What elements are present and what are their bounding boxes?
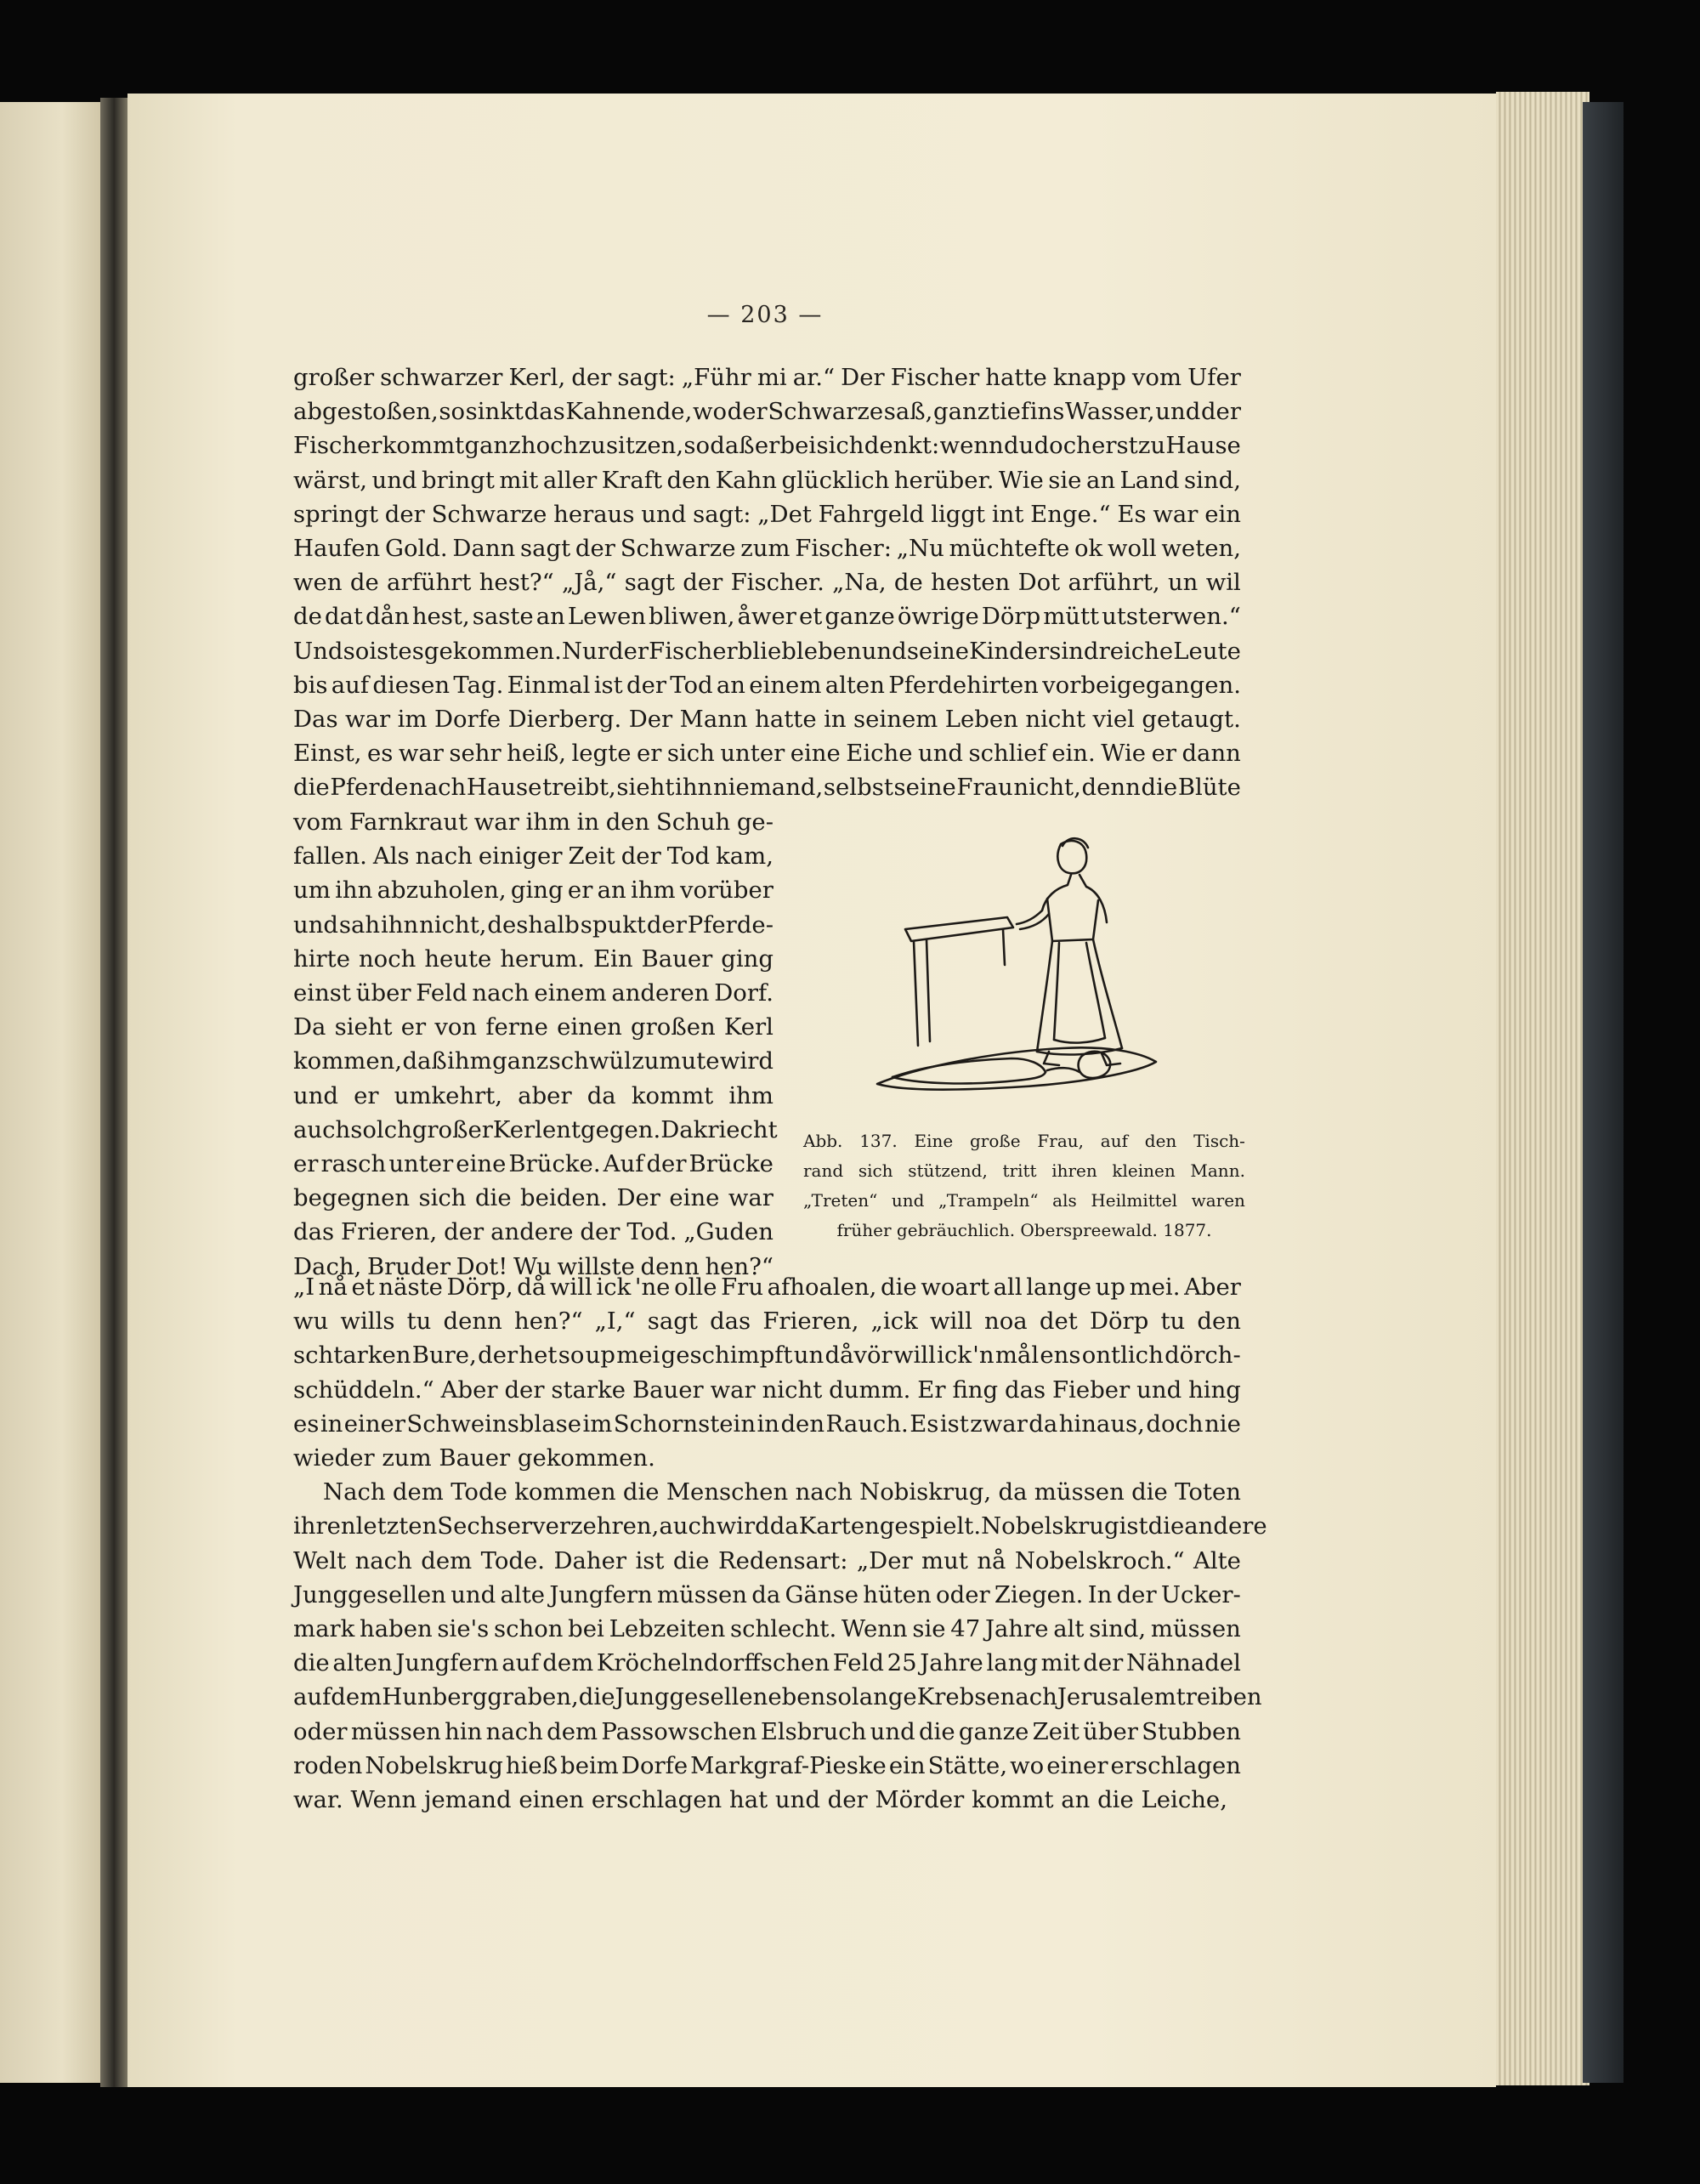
text-line: wieder zum Bauer gekommen.: [293, 1444, 655, 1472]
text-line: die Pferde nach Hause treibt, sieht ihn niemand, selbst seine Frau nicht, denn die Blüte: [293, 774, 1241, 802]
book-gutter: [100, 98, 131, 2087]
text-line: um ihn abzuholen, ging er an ihm vorüber: [293, 876, 774, 905]
text-line: begegnen sich die beiden. Der eine war: [293, 1184, 774, 1212]
text-line: Junggesellen und alte Jungfern müssen da Gänse hüten oder Ziegen. In der Ucker-: [293, 1580, 1241, 1608]
text-line: bis auf diesen Tag. Einmal ist der Tod an einem alten Pferdehirten vorbeigegangen.: [293, 671, 1241, 699]
text-line: springt der Schwarze heraus und sagt: „Det Fahrgeld liggt int Enge.“ Es war ein: [293, 500, 1241, 528]
text-line: hirte noch heute herum. Ein Bauer ging: [293, 945, 774, 973]
page-edges: [1496, 92, 1590, 2085]
text-line: „I nå et näste Dörp, då will ick 'ne olle Fru afhoalen, die woart all lange up mei. Aber: [293, 1274, 1241, 1301]
text-line: schtarken Bure, der het so up mei geschimpft un dåvör will ick 'n mål ens ontlich dörch-: [293, 1342, 1241, 1370]
illustration-figure-137: [867, 829, 1173, 1114]
caption-line: „Treten“ und „Trampeln“ als Heilmittel waren: [803, 1190, 1245, 1211]
text-line: das Frieren, der andere der Tod. „Guden: [293, 1218, 774, 1246]
caption-line: früher gebräuchlich. Oberspreewald. 1877.: [836, 1220, 1212, 1240]
text-line: auch solch großer Kerl entgegen. Da kriecht: [293, 1115, 778, 1143]
text-line: wärst, und bringt mit aller Kraft den Kahn glücklich herüber. Wie sie an Land sind,: [293, 466, 1241, 494]
text-line: die alten Jungfern auf dem Kröchelndorffschen Feld 25 Jahre lang mit der Nähnadel: [293, 1649, 1241, 1677]
text-line: und sah ihn nicht, deshalb spukt der Pferde-: [293, 910, 774, 939]
text-line: de dat dån hest, saste an Lewen bliwen, åwer et ganze öwrige Dörp mütt utsterwen.“: [293, 603, 1241, 631]
text-line: großer schwarzer Kerl, der sagt: „Führ mi ar.“ Der Fischer hatte knapp vom Ufer: [293, 364, 1241, 391]
caption-line: Abb. 137. Eine große Frau, auf den Tisch-: [803, 1131, 1245, 1151]
page-number: — 203 —: [706, 302, 824, 328]
text-line: kommen, daß ihm ganz schwül zumute wird: [293, 1047, 774, 1075]
text-line: und er umkehrt, aber da kommt ihm: [293, 1081, 774, 1109]
book-cover: [1583, 102, 1624, 2083]
text-line: schüddeln.“ Aber der starke Bauer war nicht dumm. Er fing das Fieber und hing: [293, 1376, 1241, 1404]
text-line: es in einer Schweinsblase im Schornstein in den Rauch. Es ist zwar da hinaus, doch nie: [293, 1410, 1241, 1438]
caption-line: rand sich stützend, tritt ihren kleinen Mann.: [803, 1160, 1245, 1181]
text-line: ihren letzten Sechser verzehren, auch wird da Karten gespielt. Nobelskrug ist die andere: [293, 1512, 1267, 1540]
text-line: Und so ist es gekommen. Nur der Fischer blieb leben und seine Kinder sind reiche Leute: [293, 637, 1241, 665]
text-line: war. Wenn jemand einen erschlagen hat und der Mörder kommt an die Leiche,: [293, 1786, 1227, 1813]
text-line: mark haben sie's schon bei Lebzeiten schlecht. Wenn sie 47 Jahre alt sind, müssen: [293, 1615, 1241, 1642]
text-line: wu wills tu denn hen?“ „I,“ sagt das Frieren, „ick will noa det Dörp tu den: [293, 1308, 1241, 1336]
text-line: Dach, Bruder Dot! Wu willste denn hen?“: [293, 1252, 774, 1280]
text-line: Haufen Gold. Dann sagt der Schwarze zum Fischer: „Nu müchtefte ok woll weten,: [293, 535, 1241, 562]
left-page-edge: [0, 102, 104, 2083]
text-line: Nach dem Tode kommen die Menschen nach Nobiskrug, da müssen die Toten: [323, 1478, 1241, 1506]
text-line: Einst, es war sehr heiß, legte er sich unter eine Eiche und schlief ein. Wie er dann: [293, 740, 1241, 768]
text-line: roden Nobelskrug hieß beim Dorfe Markgraf-Pieske ein Stätte, wo einer erschlagen: [293, 1751, 1241, 1779]
text-line: Welt nach dem Tode. Daher ist die Redensart: „Der mut nå Nobelskroch.“ Alte: [293, 1546, 1241, 1574]
text-line: vom Farnkraut war ihm in den Schuh ge-: [293, 808, 774, 836]
text-line: er rasch unter eine Brücke. Auf der Brücke: [293, 1150, 774, 1177]
text-line: Fischer kommt ganz hoch zu sitzen, so daß er bei sich denkt: wenn du doch erst zu Hause: [293, 432, 1241, 460]
text-line: fallen. Als nach einiger Zeit der Tod kam,: [293, 842, 774, 871]
figure-caption: [803, 1126, 1245, 1245]
text-line: einst über Feld nach einem anderen Dorf.: [293, 979, 774, 1007]
text-line: Da sieht er von ferne einen großen Kerl: [293, 1013, 774, 1041]
text-line: wen de arführt hest?“ „Jå,“ sagt der Fischer. „Na, de hesten Dot arführt, un wil: [293, 569, 1241, 597]
text-line: abgestoßen, so sinkt das Kahnende, wo der Schwarze saß, ganz tief ins Wasser, und der: [293, 398, 1241, 426]
text-line: oder müssen hin nach dem Passowschen Elsbruch und die ganze Zeit über Stubben: [293, 1717, 1241, 1745]
text-line: auf dem Hunberg graben, die Junggesellen ebensolange Krebse nach Jerusalem treiben: [293, 1683, 1262, 1711]
text-line: Das war im Dorfe Dierberg. Der Mann hatte in seinem Leben nicht viel getaugt.: [293, 706, 1241, 733]
